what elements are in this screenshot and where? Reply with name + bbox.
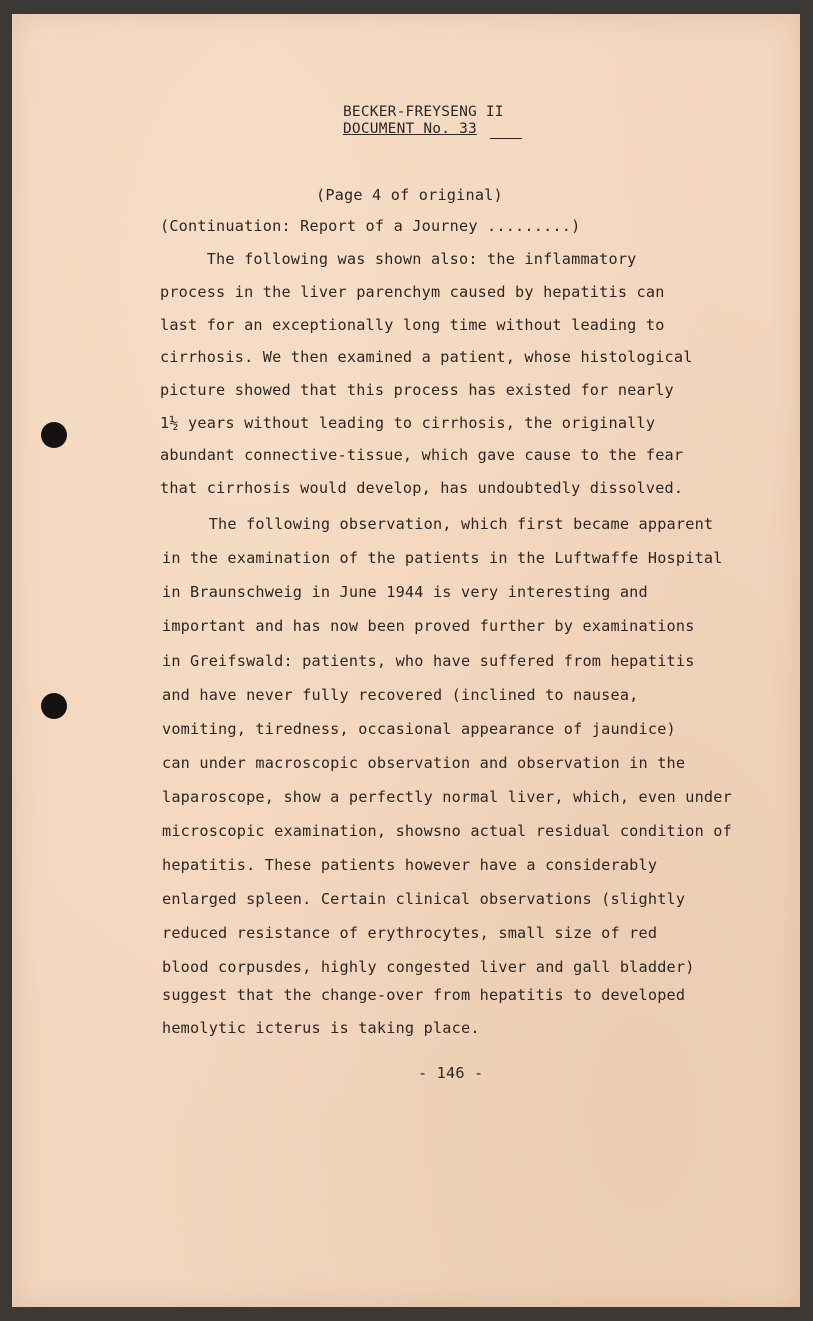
text-line: and have never fully recovered (inclined to nausea,	[162, 686, 639, 704]
punch-hole-lower	[41, 693, 67, 719]
text-line: abundant connective-tissue, which gave cause to the fear	[160, 446, 684, 464]
text-line: hemolytic icterus is taking place.	[162, 1019, 480, 1037]
text-line: vomiting, tiredness, occasional appearance of jaundice)	[162, 720, 676, 738]
text-line: 1½ years without leading to cirrhosis, the originally	[160, 414, 656, 432]
text-line: that cirrhosis would develop, has undoubtedly dissolved.	[160, 479, 684, 497]
text-line: process in the liver parenchym caused by hepatitis can	[160, 283, 665, 301]
page-note: (Page 4 of original)	[316, 186, 503, 204]
text-line: in Braunschweig in June 1944 is very interesting and	[162, 583, 648, 601]
punch-hole-upper	[41, 422, 67, 448]
text-line: hepatitis. These patients however have a considerably	[162, 856, 658, 874]
document-series-title: BECKER-FREYSENG II	[343, 104, 504, 120]
text-line: microscopic examination, showsno actual residual condition of	[162, 822, 732, 840]
text-line: important and has now been proved further by examinations	[162, 617, 695, 635]
text-line: cirrhosis. We then examined a patient, whose histological	[160, 348, 693, 366]
text-line: suggest that the change-over from hepatitis to developed	[162, 986, 686, 1004]
text-line: in Greifswald: patients, who have suffered from hepatitis	[162, 652, 695, 670]
text-line: The following observation, which first became apparent	[162, 515, 714, 533]
text-line: can under macroscopic observation and observation in the	[162, 754, 686, 772]
document-number: DOCUMENT No. 33	[343, 121, 477, 137]
text-line: picture showed that this process has existed for nearly	[160, 381, 674, 399]
text-line: reduced resistance of erythrocytes, small size of red	[162, 924, 658, 942]
text-line: last for an exceptionally long time without leading to	[160, 316, 665, 334]
text-line: laparoscope, show a perfectly normal liver, which, even under	[162, 788, 732, 806]
text-line: blood corpusdes, highly congested liver and gall bladder)	[162, 958, 695, 976]
header-underline	[490, 138, 522, 139]
page-number: - 146 -	[418, 1064, 484, 1082]
text-line: in the examination of the patients in the Luftwaffe Hospital	[162, 549, 723, 567]
text-line: enlarged spleen. Certain clinical observations (slightly	[162, 890, 686, 908]
continuation-line: (Continuation: Report of a Journey .........)	[160, 217, 581, 235]
text-line: The following was shown also: the inflammatory	[160, 250, 637, 268]
